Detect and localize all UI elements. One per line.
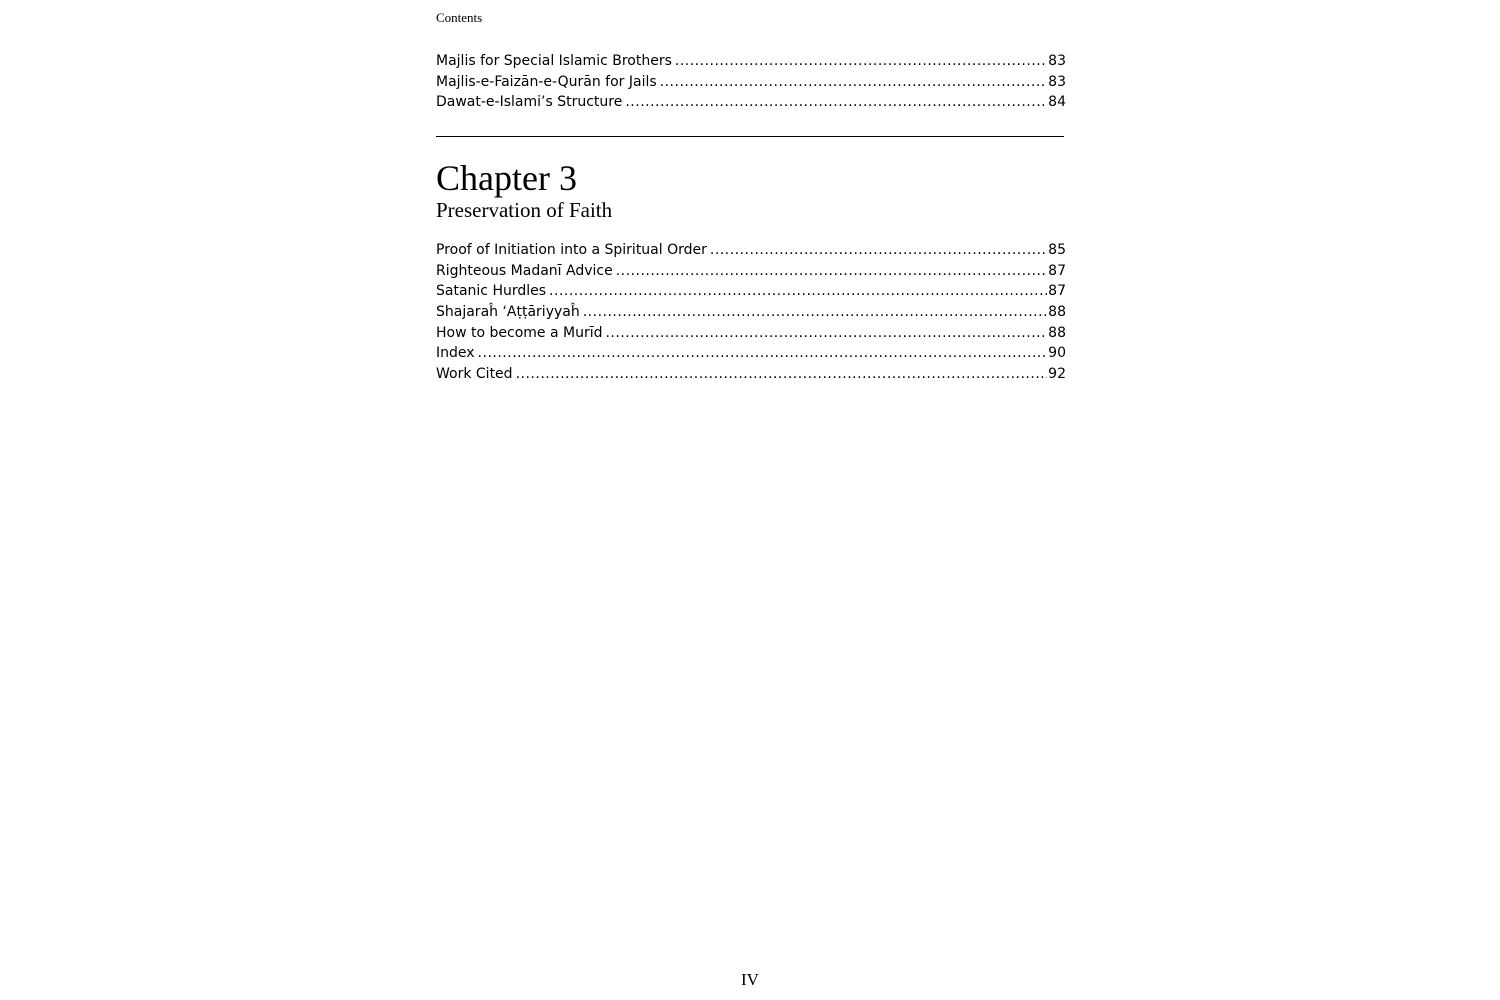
chapter-subtitle: Preservation of Faith: [436, 198, 613, 222]
toc-dot-leader: [516, 364, 1048, 385]
toc-entry-title: Work Cited: [436, 366, 513, 383]
toc-entry-page: 83: [1048, 73, 1066, 90]
toc-entry-page: 85: [1048, 242, 1066, 258]
toc-entry-title: Dawat-e-Islami’s Structure: [436, 94, 623, 111]
toc-entry[interactable]: [436, 72, 1066, 93]
toc-entry-page: 84: [1048, 94, 1066, 111]
toc-entry[interactable]: [436, 364, 1066, 385]
toc-entry-title: Shajaraĥ ‘Aṭṭāriyyaĥ: [436, 304, 580, 321]
toc-entry-title: Majlis for Special Islamic Brothers: [436, 53, 672, 69]
toc-dot-leader: [616, 261, 1047, 282]
toc-entry-title: How to become a Murīd: [436, 324, 603, 341]
toc-entry-page: 92: [1048, 366, 1066, 383]
toc-entry[interactable]: [436, 240, 1066, 261]
toc-list-chapter-3: [436, 240, 1066, 385]
toc-list-continued: [436, 51, 1066, 113]
toc-entry[interactable]: [436, 261, 1066, 282]
toc-dot-leader: [549, 281, 1047, 302]
chapter-title: Chapter 3: [436, 158, 577, 198]
toc-entry-title: Index: [436, 345, 475, 362]
toc-dot-leader: [625, 92, 1047, 113]
toc-entry-page: 88: [1048, 304, 1066, 321]
toc-entry-page: 90: [1048, 345, 1066, 362]
toc-dot-leader: [583, 302, 1047, 323]
toc-entry-title: Proof of Initiation into a Spiritual Order: [436, 242, 707, 258]
page-number: IV: [741, 970, 759, 989]
toc-entry-page: 87: [1048, 283, 1066, 300]
toc-dot-leader: [605, 323, 1047, 344]
toc-entry[interactable]: [436, 92, 1066, 113]
toc-entry[interactable]: [436, 323, 1066, 344]
toc-entry-page: 88: [1048, 324, 1066, 341]
chapter-divider: [436, 136, 1064, 137]
toc-entry-page: 83: [1048, 53, 1066, 69]
toc-entry-title: Satanic Hurdles: [436, 283, 547, 300]
toc-dot-leader: [675, 51, 1047, 72]
toc-entry-title: Righteous Madanī Advice: [436, 262, 613, 279]
toc-entry[interactable]: [436, 302, 1066, 323]
toc-entry[interactable]: [436, 281, 1066, 302]
toc-entry[interactable]: [436, 51, 1066, 72]
toc-entry-title: Majlis-e-Faizān-e-Qurān for Jails: [436, 73, 657, 90]
toc-dot-leader: [478, 343, 1048, 364]
toc-dot-leader: [660, 72, 1048, 93]
toc-entry-page: 87: [1048, 262, 1066, 279]
toc-entry[interactable]: [436, 343, 1066, 364]
running-header: Contents: [436, 10, 483, 25]
toc-dot-leader: [710, 240, 1047, 261]
